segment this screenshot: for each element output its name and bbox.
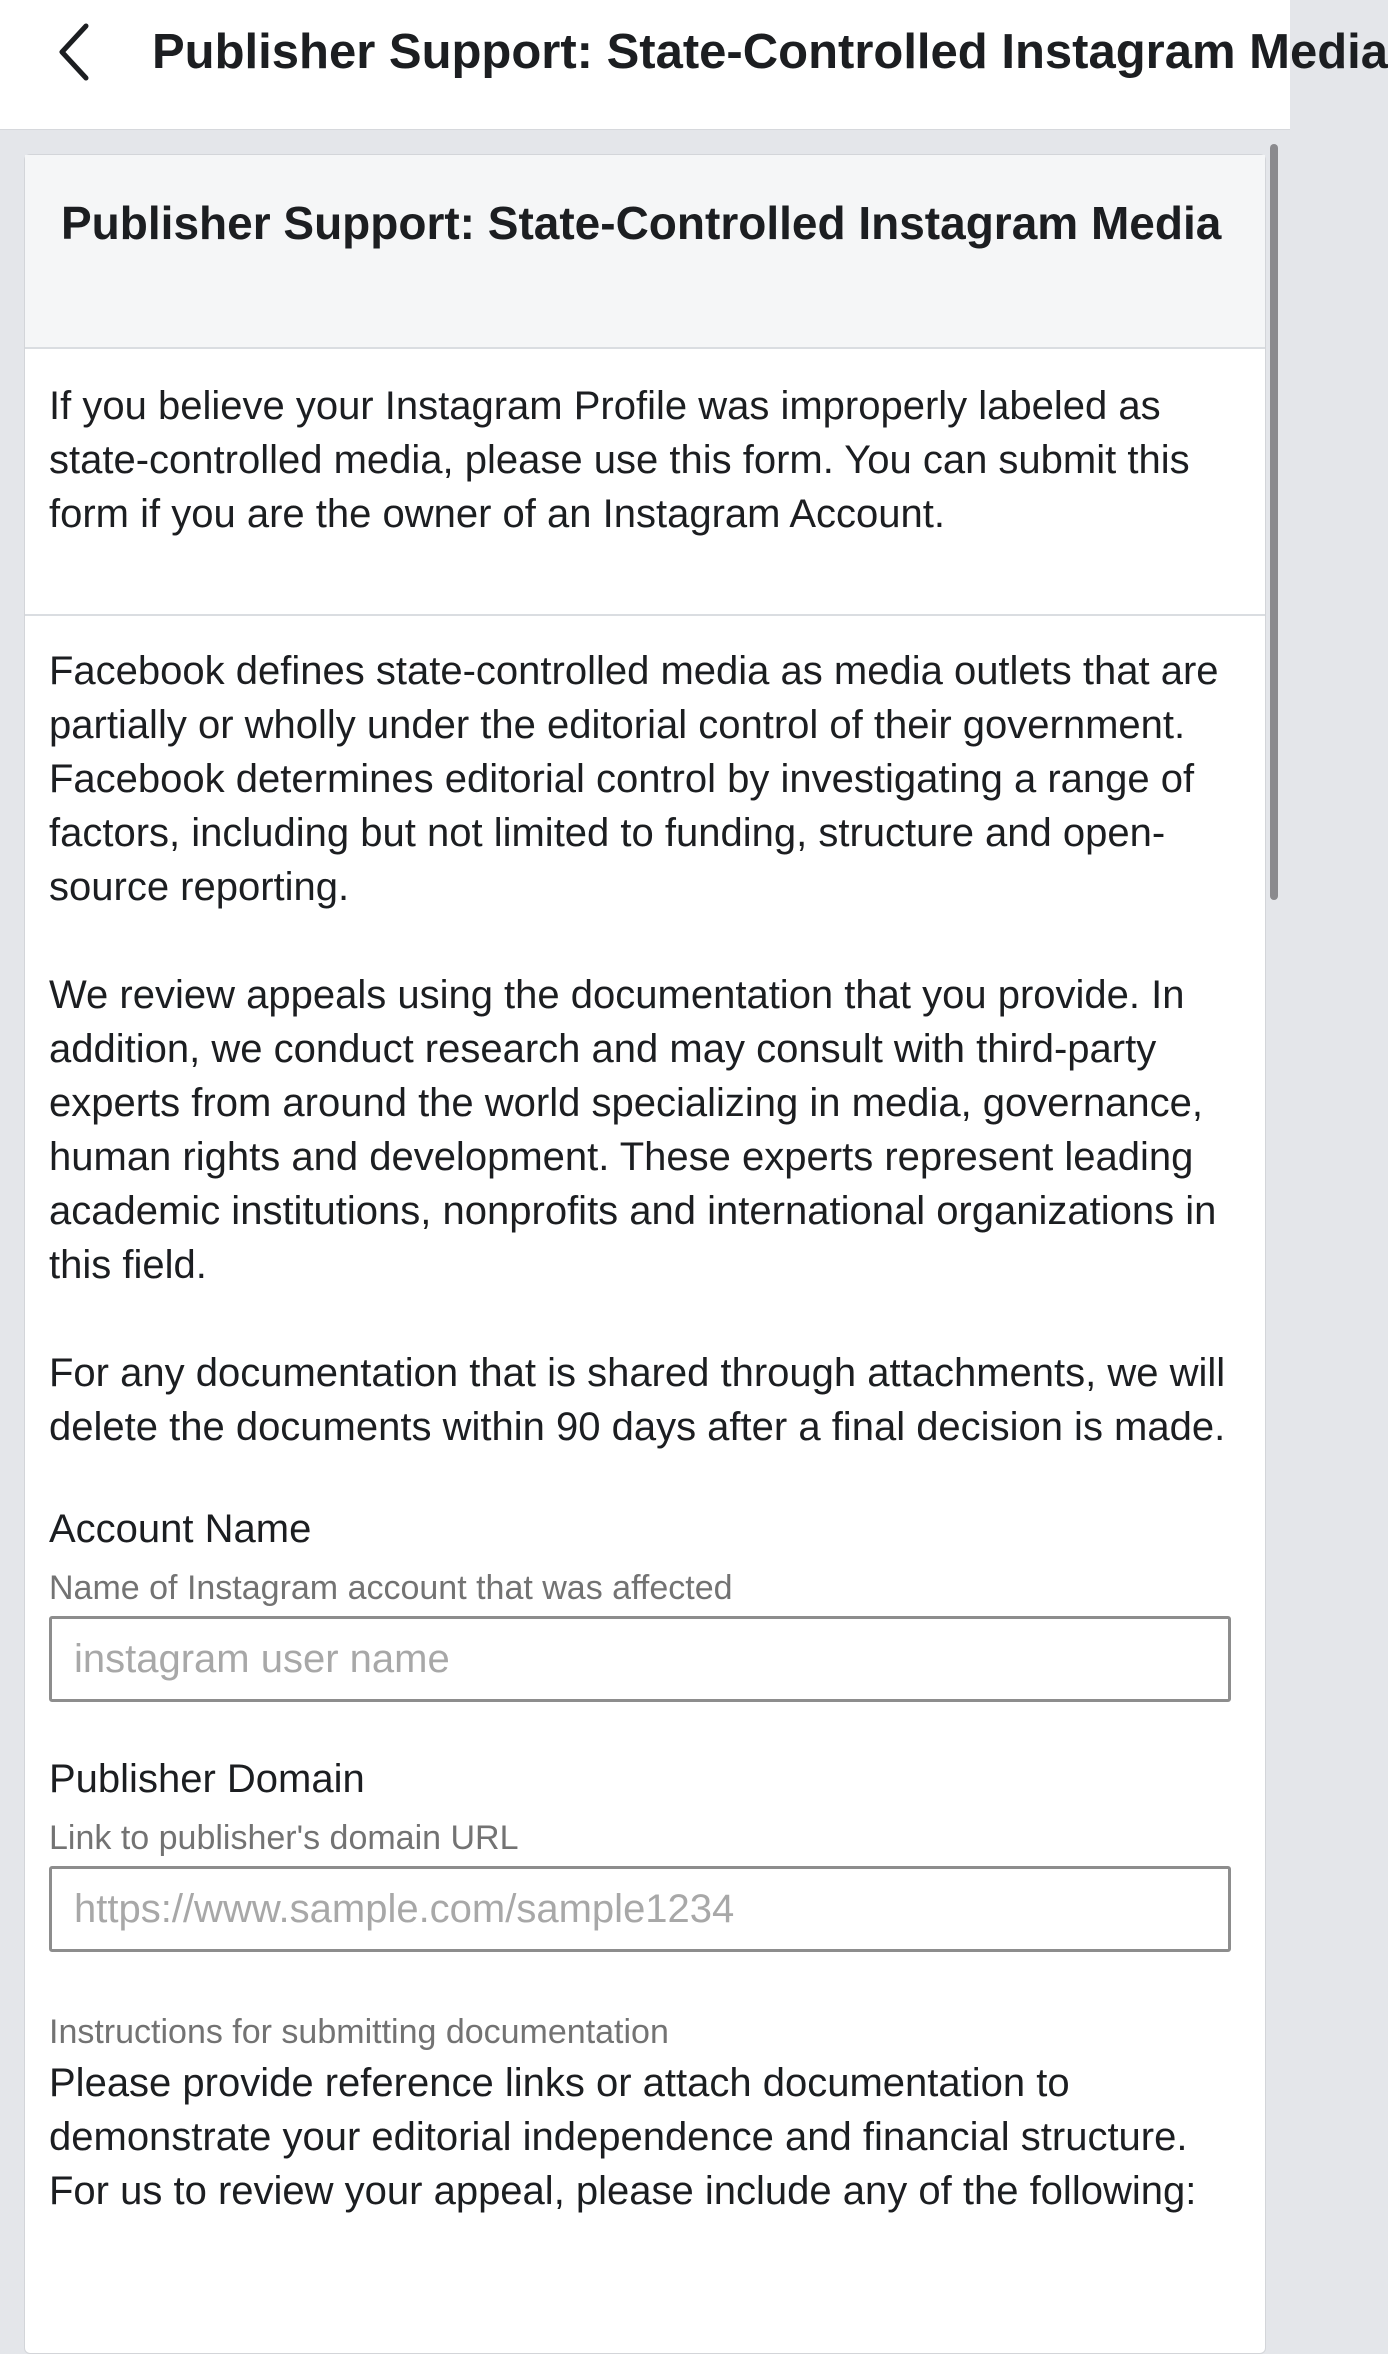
- definition-paragraph: Facebook defines state-controlled media as media outlets that are partially or wholly under the editorial control of their government. Facebook determines editorial control by investigating a range of factors, including but not limited to funding, structure and open-source reporting.: [49, 649, 1219, 909]
- scrollbar-thumb[interactable]: [1270, 144, 1278, 900]
- retention-paragraph: For any documentation that is shared through attachments, we will delete the documents within 90 days after a final decision is made.: [49, 1351, 1226, 1449]
- navigation-bar: [0, 0, 1388, 130]
- form-content: [25, 616, 1265, 2218]
- account-name-field-group: [49, 1502, 1241, 1702]
- publisher-domain-hint: Link to publisher's domain URL: [49, 1819, 519, 1857]
- instructions-hint: Instructions for submitting documentation: [49, 2013, 669, 2051]
- documentation-instructions: [49, 2008, 1241, 2218]
- intro-text: If you believe your Instagram Profile was improperly labeled as state-controlled media, please use this form. You can submit this form if you are the owner of an Instagram Account.: [25, 349, 1265, 616]
- chevron-left-icon: [56, 22, 92, 82]
- publisher-domain-field-group: [49, 1752, 1241, 1952]
- publisher-domain-input[interactable]: [49, 1866, 1231, 1952]
- account-name-hint: Name of Instagram account that was affected: [49, 1569, 733, 1607]
- support-form-card: [24, 154, 1266, 2354]
- publisher-domain-label: Publisher Domain: [49, 1757, 365, 1801]
- instructions-text: Please provide reference links or attach documentation to demonstrate your editorial independence and financial structure. For us to review your appeal, please include any of the following:: [49, 2061, 1197, 2213]
- nav-title: Publisher Support: State-Controlled Instagram Media: [152, 25, 1388, 79]
- card-header: [25, 155, 1265, 349]
- card-title: Publisher Support: State-Controlled Instagram Media: [61, 197, 1222, 249]
- back-button[interactable]: [44, 20, 104, 84]
- review-paragraph: We review appeals using the documentation that you provide. In addition, we conduct research and may consult with third-party experts from around the world specializing in media, governance, human rights and development. These experts represent leading academic institutions, nonprofits and international organizations in this field.: [49, 973, 1217, 1287]
- account-name-input[interactable]: [49, 1616, 1231, 1702]
- account-name-label: Account Name: [49, 1507, 312, 1551]
